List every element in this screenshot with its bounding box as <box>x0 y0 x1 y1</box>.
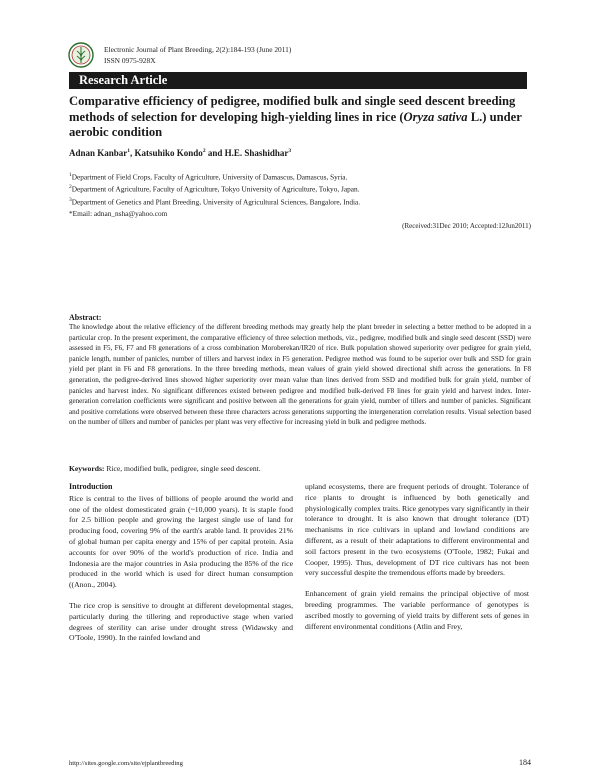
body-column-right <box>305 482 529 642</box>
abstract-heading: Abstract: <box>69 313 102 322</box>
introduction-heading: Introduction <box>69 482 113 491</box>
author-separator: and <box>205 148 225 158</box>
keywords-text: Rice, modified bulk, pedigree, single seed descent. <box>104 464 261 473</box>
section-badge: Research Article <box>69 72 527 89</box>
affiliation-text: Department of Agriculture, Faculty of Agriculture, Tokyo University of Agriculture, Tokyo, Japan. <box>71 184 360 194</box>
keywords <box>69 464 531 473</box>
title-text-2: L.) under aerobic condition <box>69 109 522 139</box>
body-column-left <box>69 482 293 654</box>
journal-issn: ISSN 0975-928X <box>104 56 156 65</box>
journal-citation: Electronic Journal of Plant Breeding, 2(2):184-193 (June 2011) <box>104 45 292 54</box>
page-number: 184 <box>519 758 531 767</box>
body-paragraph: The rice crop is sensitive to drought at different developmental stages, particularly during the tillering and reproductive stage when varied degrees of sterility can arise under drought stress (Widawsky and O'Toole, 1990). In the rainfed lowland and <box>69 600 293 643</box>
article-title <box>69 94 531 141</box>
author-name: Adnan Kanbar <box>69 148 128 158</box>
affiliation-number: 3 <box>69 196 72 203</box>
body-paragraph: upland ecosystems, there are frequent periods of drought. Tolerance of rice plants to drought is influenced by both genetically and physiologically complex traits. Rice genotypes vary significantly in their tolerance to drought. It is also known that drought tolerance (DT) mechanisms in rice cultivars in upland and lowland conditions are different, as a result of their adaptations to different environmental and soil factors present in the two ecosystems (O'Toole, 1982; Fukai and Cooper, 1995). Thus, development of DT rice cultivars has not been very successful despite the tremendous efforts made by breeders. <box>305 482 529 578</box>
author-affiliation-mark: 2 <box>202 148 206 154</box>
affiliation-number: 2 <box>69 184 72 191</box>
affiliation-item <box>69 170 360 182</box>
body-paragraph: Enhancement of grain yield remains the principal objective of most breeding programmes. The variable performance of genotypes is ascribed mostly to governing of yield traits by different sets of genes in different environmental conditions (Atlin and Frey, <box>305 589 529 631</box>
body-paragraph: Rice is central to the lives of billions of people around the world and one of the oldest domesticated grain (~10,000 years). It is staple food for 2.5 billion people and growing the largest single use of land for producing food, covering 9% of the earth's arable land. It provides 21% of global human per capita energy and 15% of per capital protein. Asia accounts for over 90% of the world's production of rice. India and Indonesia are the major countries in Asia producing the 85% of the rice produced in the world which is used for direct human consumption ((Anon., 2004). <box>69 493 293 590</box>
author-name: Katsuhiko Kondo <box>134 148 203 158</box>
journal-emblem-icon <box>68 42 94 68</box>
affiliation-list <box>69 170 360 207</box>
corresponding-email: *Email: adnan_nsha@yahoo.com <box>69 209 168 218</box>
journal-info <box>104 44 291 66</box>
author-list <box>69 148 291 158</box>
affiliation-number: 1 <box>69 172 72 178</box>
affiliation-item <box>69 182 360 194</box>
author-affiliation-mark: 1 <box>127 148 131 154</box>
affiliation-text: Department of Genetics and Plant Breeding, University of Agricultural Sciences, Bangalore, India. <box>71 197 361 207</box>
title-text-1: Comparative efficiency of pedigree, modified bulk and single seed descent breeding methods of selection for developing high-yielding lines in rice ( <box>69 94 516 124</box>
keywords-label: Keywords: <box>69 464 105 473</box>
title-species: Oryza sativa <box>403 109 468 124</box>
author-separator: , <box>130 148 135 158</box>
affiliation-text: Department of Field Crops, Faculty of Agriculture, University of Damascus, Damascus, Syria. <box>71 172 348 182</box>
footer-url: http://sites.google.com/site/ejplantbreeding <box>69 760 183 767</box>
author-affiliation-mark: 3 <box>288 148 292 154</box>
affiliation-item <box>69 195 360 207</box>
received-dates: (Received:31Dec 2010; Accepted:12Jun2011) <box>402 222 531 230</box>
abstract-text: The knowledge about the relative efficiency of the different breeding methods may greatly help the plant breeder in selecting a better method to be adopted in a particular crop. In the present experiment, the comparative efficiency of three selection methods, viz., pedigree, modified bulk and single seed descent (SSD) were assessed in F5, F6, F7 and F8 generations of a cross combination Moroberekan/IR20 of rice. Bulk population showed superiority over pedigree for grain yield, panicle length, number of panicles, number of tillers and harvest index in F5 generation. Pedigree method was found to be superior over bulk and SSD for grain yield per plant in F6 and F8 generations. In the three breeding methods, mean values of grain yield showed directional shift across the generations. In F8 generation, the pedigree-derived lines showed higher superiority over mean value than lines derived from SSD and modified bulk for grain yield, number of panicles and harvest index. No significant differences existed between pedigree and modified bulk-derived F8 lines for grain yield and harvest index. Inter-generation correlation coefficients were significant and positive between all the generations for grain yield, number of tillers and number of panicles. Significant and positive correlations were observed between these three characters across generations supporting the intergeneration correlation results. Visual selection based on the number of tillers and number of panicles per plant was very effective for increasing yield in bulk and pedigree methods. <box>69 323 531 427</box>
author-name: H.E. Shashidhar <box>224 148 289 158</box>
